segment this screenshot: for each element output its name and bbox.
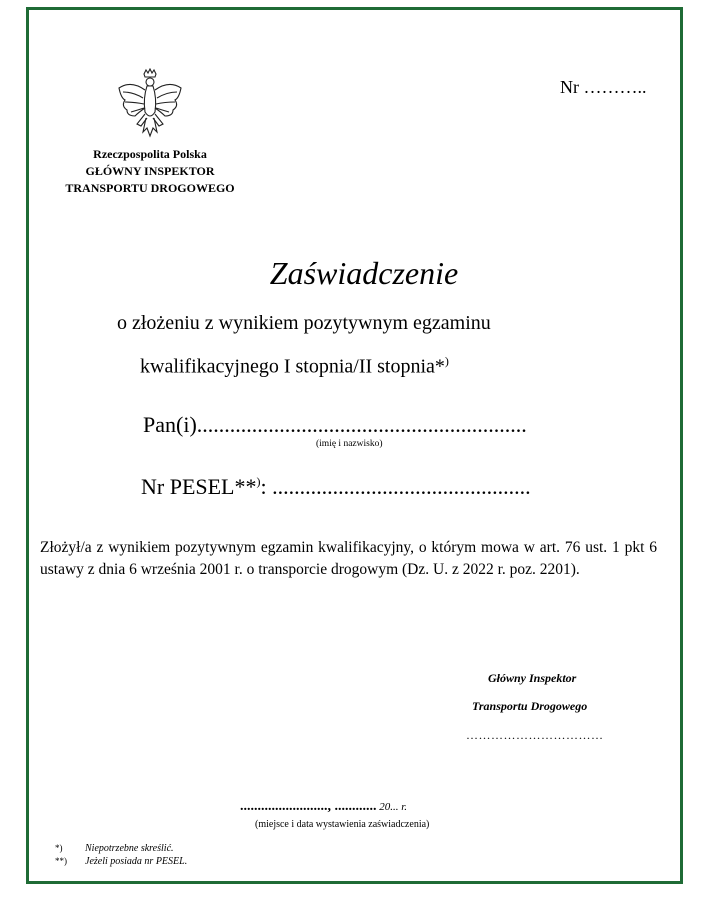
issuer-line-1: Rzeczpospolita Polska [93,147,207,161]
document-number: Nr ……….. [560,77,647,97]
subtitle-line-2: kwalifikacyjnego I stopnia/II stopnia*) [140,354,449,378]
subtitle-line-1: o złożeniu z wynikiem pozytywnym egzaminu [117,312,491,334]
eagle-emblem-icon [113,68,187,142]
footnote-1: *) Niepotrzebne skreślić. [55,843,174,854]
signature-line: …………………………… [466,728,604,742]
signature-title-1: Główny Inspektor [488,671,577,685]
place-date-hint: (miejsce i data wystawienia zaświadczenia) [255,819,430,830]
footnote-ref: ) [256,474,261,489]
footnote-ref: ) [444,354,449,368]
issuer-line-2: GŁÓWNY INSPEKTOR [85,164,215,178]
document-title: Zaświadczenie [269,255,459,291]
certificate-body: Złożył/a z wynikiem pozytywnym egzamin kwalifikacyjny, o którym mowa w art. 76 ust. 1 pkt 6 ustawy z dnia 6 września 2001 r. o transporcie drogowym (Dz. U. z 2022 r. poz. 2201). [40,539,657,578]
name-field: Pan(i)............................................................ [143,412,527,437]
pesel-field: Nr PESEL**): ............................................... [141,474,531,499]
signature-title-2: Transportu Drogowego [472,699,588,713]
issuer-line-3: TRANSPORTU DROGOWEGO [65,181,235,195]
place-date-field: ........................., ............ 20... r. [240,799,408,814]
name-field-hint: (imię i nazwisko) [316,439,383,449]
footnote-2: **) Jeżeli posiada nr PESEL. [55,856,188,867]
